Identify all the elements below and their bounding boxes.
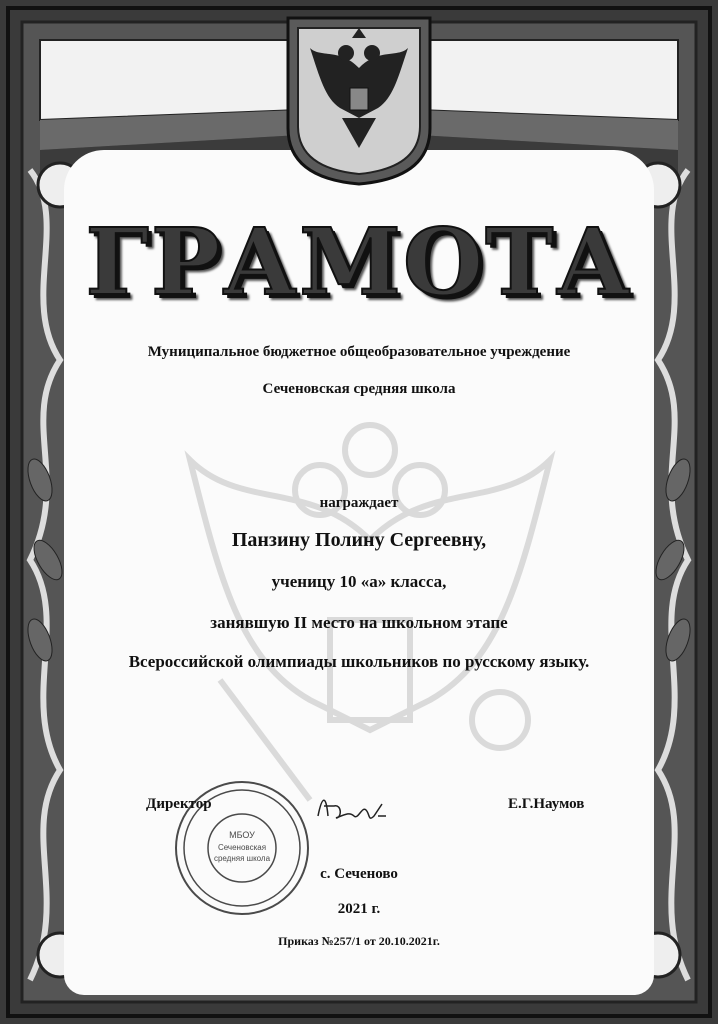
olympiad-text: Всероссийской олимпиады школьников по русскому языку.: [128, 652, 590, 671]
school-name-text: Сеченовская средняя школа: [262, 381, 456, 397]
org-type-text: Муниципальное бюджетное общеобразовательное учреждение: [147, 344, 571, 360]
director-signature-icon: [312, 786, 392, 830]
certificate-title: ГРАМОТА: [85, 208, 633, 316]
stamp-line-3: средняя школа: [213, 854, 271, 863]
director-name: Е.Г.Наумов: [508, 796, 585, 812]
year-text: 2021 г.: [337, 901, 381, 917]
awards-text: награждает: [319, 495, 399, 511]
stamp-line-2: Сеченовская: [217, 843, 267, 852]
achievement-text: занявшую II место на школьном этапе: [210, 613, 508, 632]
stamp-line-1: МБОУ: [229, 830, 255, 840]
order-text: Приказ №257/1 от 20.10.2021г.: [278, 934, 440, 948]
grade-text: ученицу 10 «а» класса,: [271, 572, 447, 591]
coat-of-arms-icon: [280, 8, 438, 188]
place-text: с. Сеченово: [320, 866, 398, 882]
director-label: Директор: [146, 796, 212, 812]
recipient-name: Панзину Полину Сергеевну,: [231, 529, 487, 551]
